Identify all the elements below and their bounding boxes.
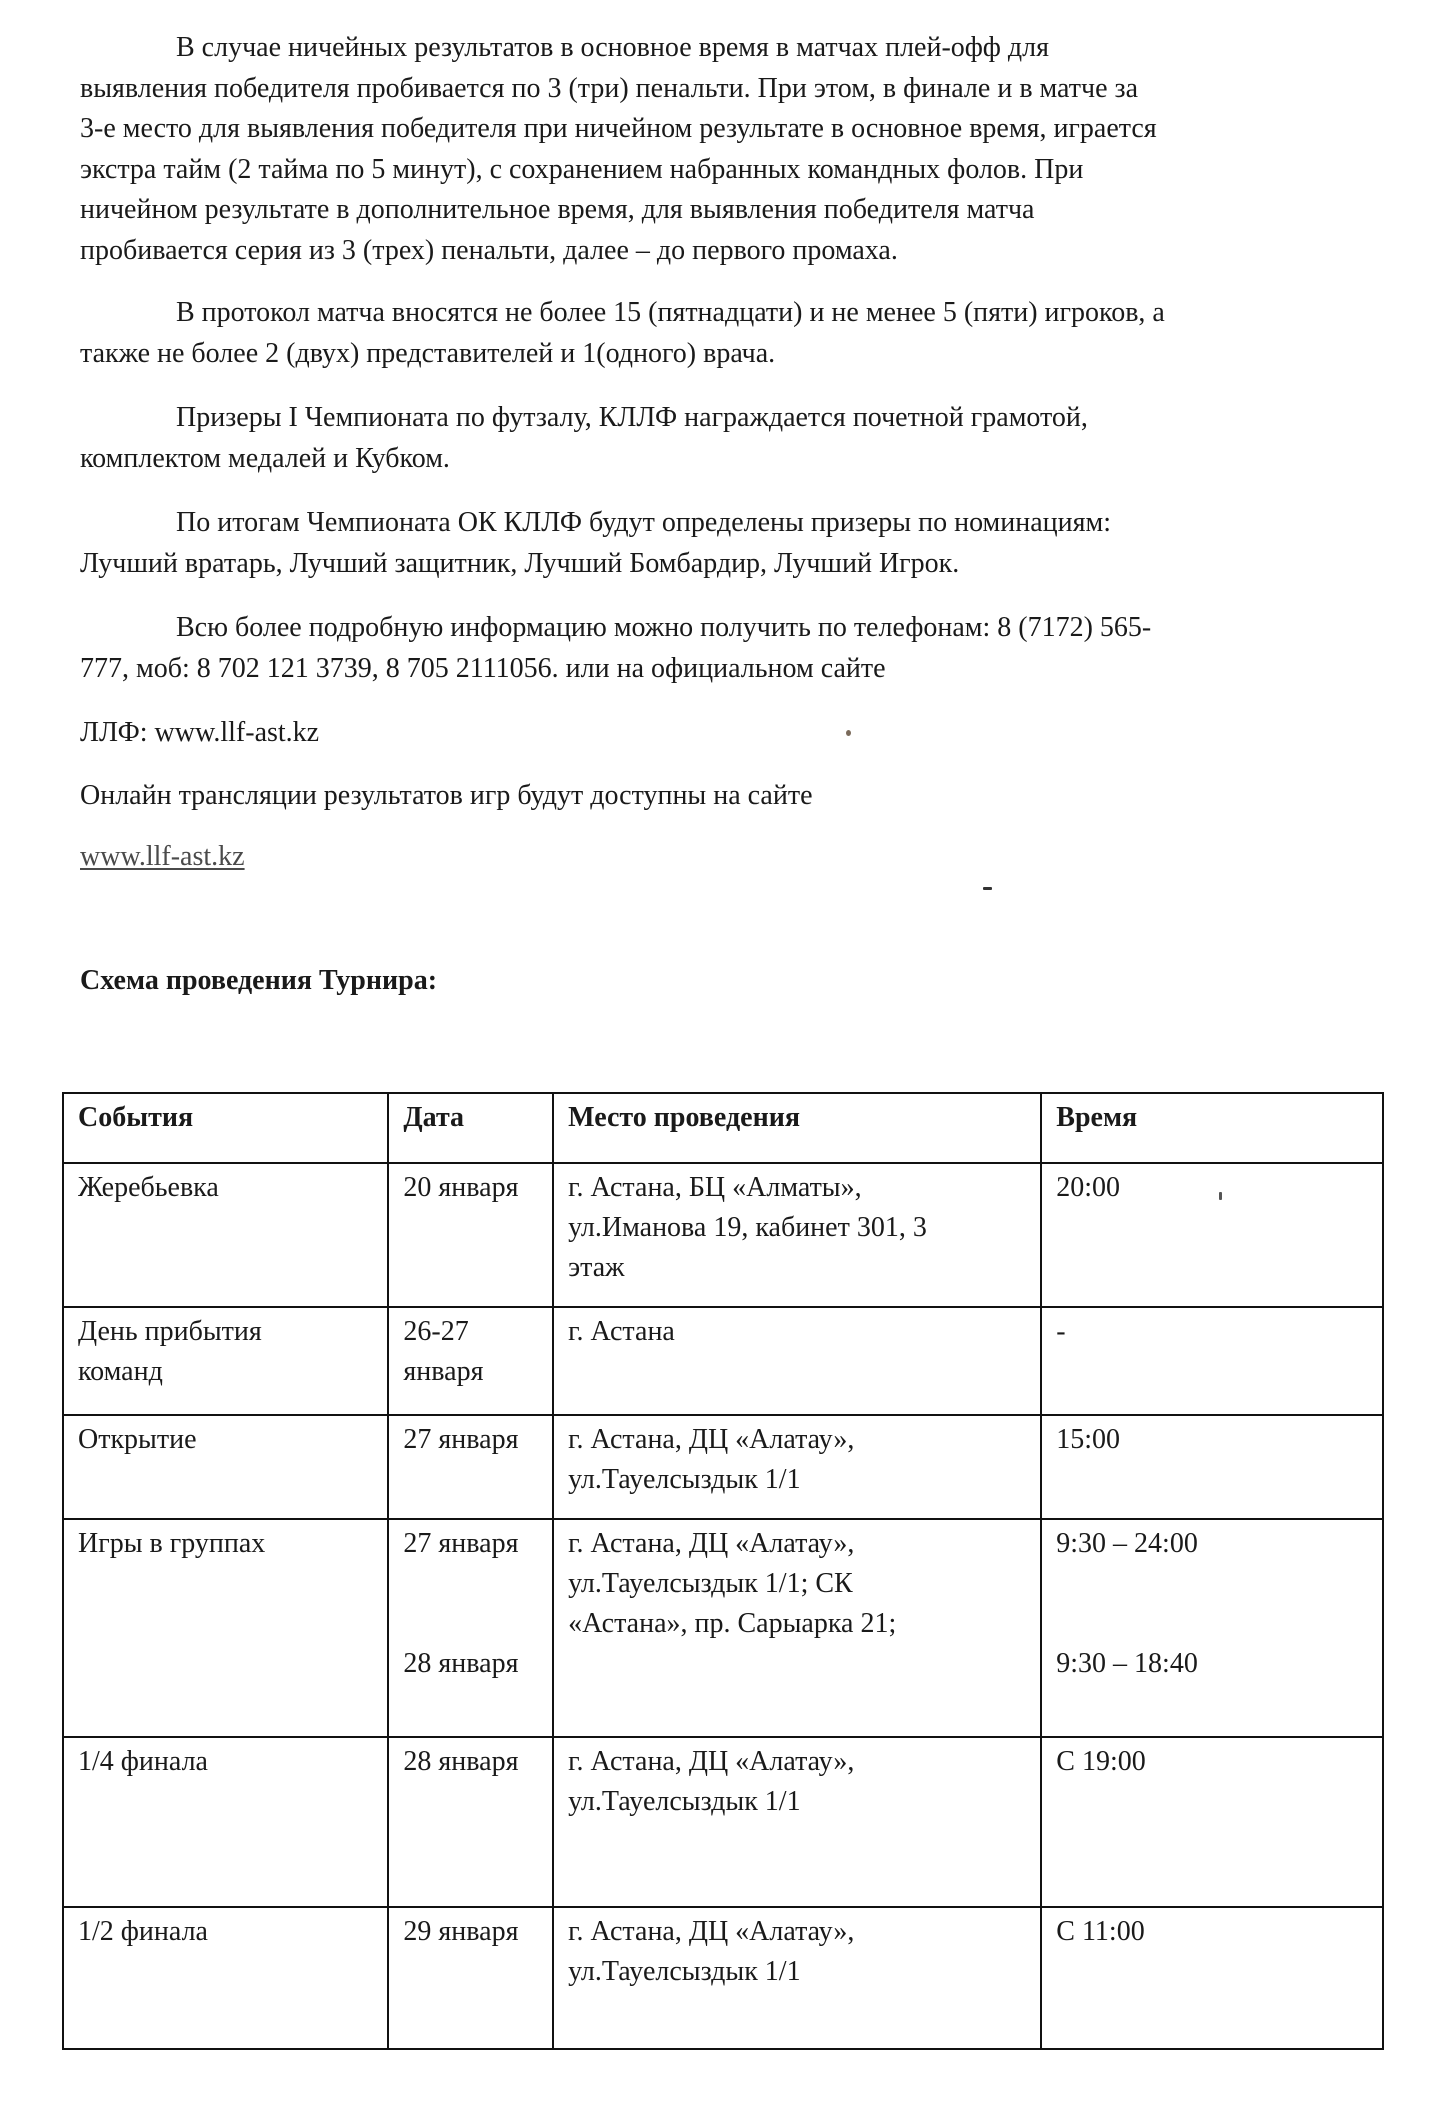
- cell-text: 26-27: [403, 1316, 469, 1347]
- paragraph-penalties: [80, 28, 1370, 271]
- paragraph-protocol: [80, 293, 1370, 374]
- cell-text: ул.Тауелсыздык 1/1; СК: [568, 1568, 853, 1599]
- table-row: [63, 1415, 1383, 1519]
- cell-text: С 11:00: [1056, 1916, 1145, 1947]
- cell-text: -: [1056, 1316, 1066, 1347]
- cell-time: [1041, 1307, 1383, 1415]
- cell-text: января: [403, 1356, 484, 1387]
- table-row: [63, 1307, 1383, 1415]
- cell-date: [388, 1737, 553, 1907]
- cell-text: ул.Тауелсыздык 1/1: [568, 1464, 801, 1495]
- cell-place: [553, 1519, 1041, 1737]
- cell-place: [553, 1737, 1041, 1907]
- header-place: Место проведения: [553, 1093, 1041, 1163]
- text-line: В случае ничейных результатов в основное время в матчах плей-офф для: [176, 32, 1049, 63]
- cell-text: 1/2 финала: [78, 1916, 208, 1947]
- cell-date: [388, 1519, 553, 1737]
- text-line: По итогам Чемпионата ОК КЛЛФ будут определены призеры по номинациям:: [176, 507, 1111, 538]
- cell-gap: [403, 1564, 540, 1604]
- scan-speck: [1219, 1192, 1222, 1200]
- text-line: также не более 2 (двух) представителей и 1(одного) врача.: [80, 337, 776, 369]
- cell-text: С 19:00: [1056, 1746, 1146, 1777]
- cell-time: [1041, 1907, 1383, 2049]
- cell-text: 27 января: [403, 1528, 519, 1559]
- cell-date: [388, 1907, 553, 2049]
- table-row: [63, 1163, 1383, 1307]
- cell-event: [63, 1163, 388, 1307]
- text-line: Всю более подробную информацию можно получить по телефонам: 8 (7172) 565-: [176, 612, 1152, 643]
- cell-event: [63, 1519, 388, 1737]
- cell-event: [63, 1907, 388, 2049]
- cell-time: [1041, 1737, 1383, 1907]
- cell-date: [388, 1307, 553, 1415]
- site-line: ЛЛФ: www.llf-ast.kz: [80, 717, 320, 748]
- cell-text: Игры в группах: [78, 1528, 266, 1559]
- text-line: В протокол матча вносятся не более 15 (пятнадцати) и не менее 5 (пяти) игроков, а: [176, 297, 1165, 328]
- table-header-row: [63, 1093, 1383, 1163]
- section-title: Схема проведения Турнира:: [80, 965, 438, 996]
- cell-text: г. Астана, ДЦ «Алатау»,: [568, 1528, 855, 1559]
- cell-event: [63, 1415, 388, 1519]
- cell-text: г. Астана: [568, 1316, 675, 1347]
- table-row: [63, 1737, 1383, 1907]
- cell-text: 28 января: [403, 1746, 519, 1777]
- cell-text: 1/4 финала: [78, 1746, 208, 1777]
- cell-gap: [403, 1604, 540, 1644]
- cell-text: 9:30 – 24:00: [1056, 1528, 1198, 1559]
- scan-speck: [983, 887, 992, 890]
- cell-text: 29 января: [403, 1916, 519, 1947]
- cell-place: [553, 1907, 1041, 2049]
- text-line: экстра тайм (2 тайма по 5 минут), с сохранением набранных командных фолов. При: [80, 153, 1084, 185]
- text-line: 3-е место для выявления победителя при ничейном результате в основное время, играется: [80, 113, 1157, 144]
- cell-text: г. Астана, БЦ «Алматы»,: [568, 1172, 862, 1203]
- text-line: выявления победителя пробивается по 3 (три) пенальти. При этом, в финале и в матче за: [80, 72, 1138, 104]
- cell-text: День прибытия: [78, 1316, 262, 1347]
- cell-text: 20 января: [403, 1172, 519, 1203]
- cell-text: г. Астана, ДЦ «Алатау»,: [568, 1916, 855, 1947]
- cell-time: [1041, 1415, 1383, 1519]
- cell-text: 20:00: [1056, 1172, 1121, 1203]
- paragraph-contacts: [80, 608, 1370, 689]
- cell-time: [1041, 1163, 1383, 1307]
- cell-text: 27 января: [403, 1424, 519, 1455]
- text-line: Лучший вратарь, Лучший защитник, Лучший Бомбардир, Лучший Игрок.: [80, 547, 960, 579]
- cell-text: г. Астана, ДЦ «Алатау»,: [568, 1746, 855, 1777]
- website-link[interactable]: www.llf-ast.kz: [80, 841, 245, 872]
- online-broadcast-line: Онлайн трансляции результатов игр будут доступны на сайте: [80, 780, 813, 811]
- cell-text: ул.Тауелсыздык 1/1: [568, 1786, 801, 1817]
- text-line: комплектом медалей и Кубком.: [80, 442, 450, 474]
- cell-event: [63, 1737, 388, 1907]
- header-events: События: [63, 1093, 388, 1163]
- schedule-table: [62, 1092, 1384, 2050]
- cell-place: [553, 1163, 1041, 1307]
- header-date: Дата: [388, 1093, 553, 1163]
- cell-place: [553, 1415, 1041, 1519]
- table-row: [63, 1907, 1383, 2049]
- table-row: [63, 1519, 1383, 1737]
- cell-date: [388, 1163, 553, 1307]
- paragraph-prizes: [80, 398, 1370, 479]
- cell-text: 15:00: [1056, 1424, 1121, 1455]
- cell-gap: [1056, 1604, 1370, 1644]
- cell-text: 28 января: [403, 1648, 519, 1679]
- cell-place: [553, 1307, 1041, 1415]
- cell-text: Жеребьевка: [78, 1172, 219, 1203]
- text-line: Призеры I Чемпионата по футзалу, КЛЛФ награждается почетной грамотой,: [176, 402, 1088, 433]
- cell-text: этаж: [568, 1252, 625, 1283]
- cell-text: ул.Тауелсыздык 1/1: [568, 1956, 801, 1987]
- text-line: ничейном результате в дополнительное время, для выявления победителя матча: [80, 194, 1035, 225]
- cell-text: команд: [78, 1356, 163, 1387]
- cell-text: ул.Иманова 19, кабинет 301, 3: [568, 1212, 927, 1243]
- text-line: пробивается серия из 3 (трех) пенальти, далее – до первого промаха.: [80, 234, 898, 266]
- text-line: 777, моб: 8 702 121 3739, 8 705 2111056. или на официальном сайте: [80, 652, 886, 684]
- header-time: Время: [1041, 1093, 1383, 1163]
- cell-gap: [1056, 1564, 1370, 1604]
- cell-time: [1041, 1519, 1383, 1737]
- cell-text: «Астана», пр. Сарыарка 21;: [568, 1608, 897, 1639]
- online-link-wrapper: [80, 837, 1370, 878]
- cell-date: [388, 1415, 553, 1519]
- scan-speck: [846, 730, 851, 736]
- paragraph-nominations: [80, 503, 1370, 584]
- cell-event: [63, 1307, 388, 1415]
- cell-text: 9:30 – 18:40: [1056, 1648, 1198, 1679]
- cell-text: Открытие: [78, 1424, 197, 1455]
- cell-text: г. Астана, ДЦ «Алатау»,: [568, 1424, 855, 1455]
